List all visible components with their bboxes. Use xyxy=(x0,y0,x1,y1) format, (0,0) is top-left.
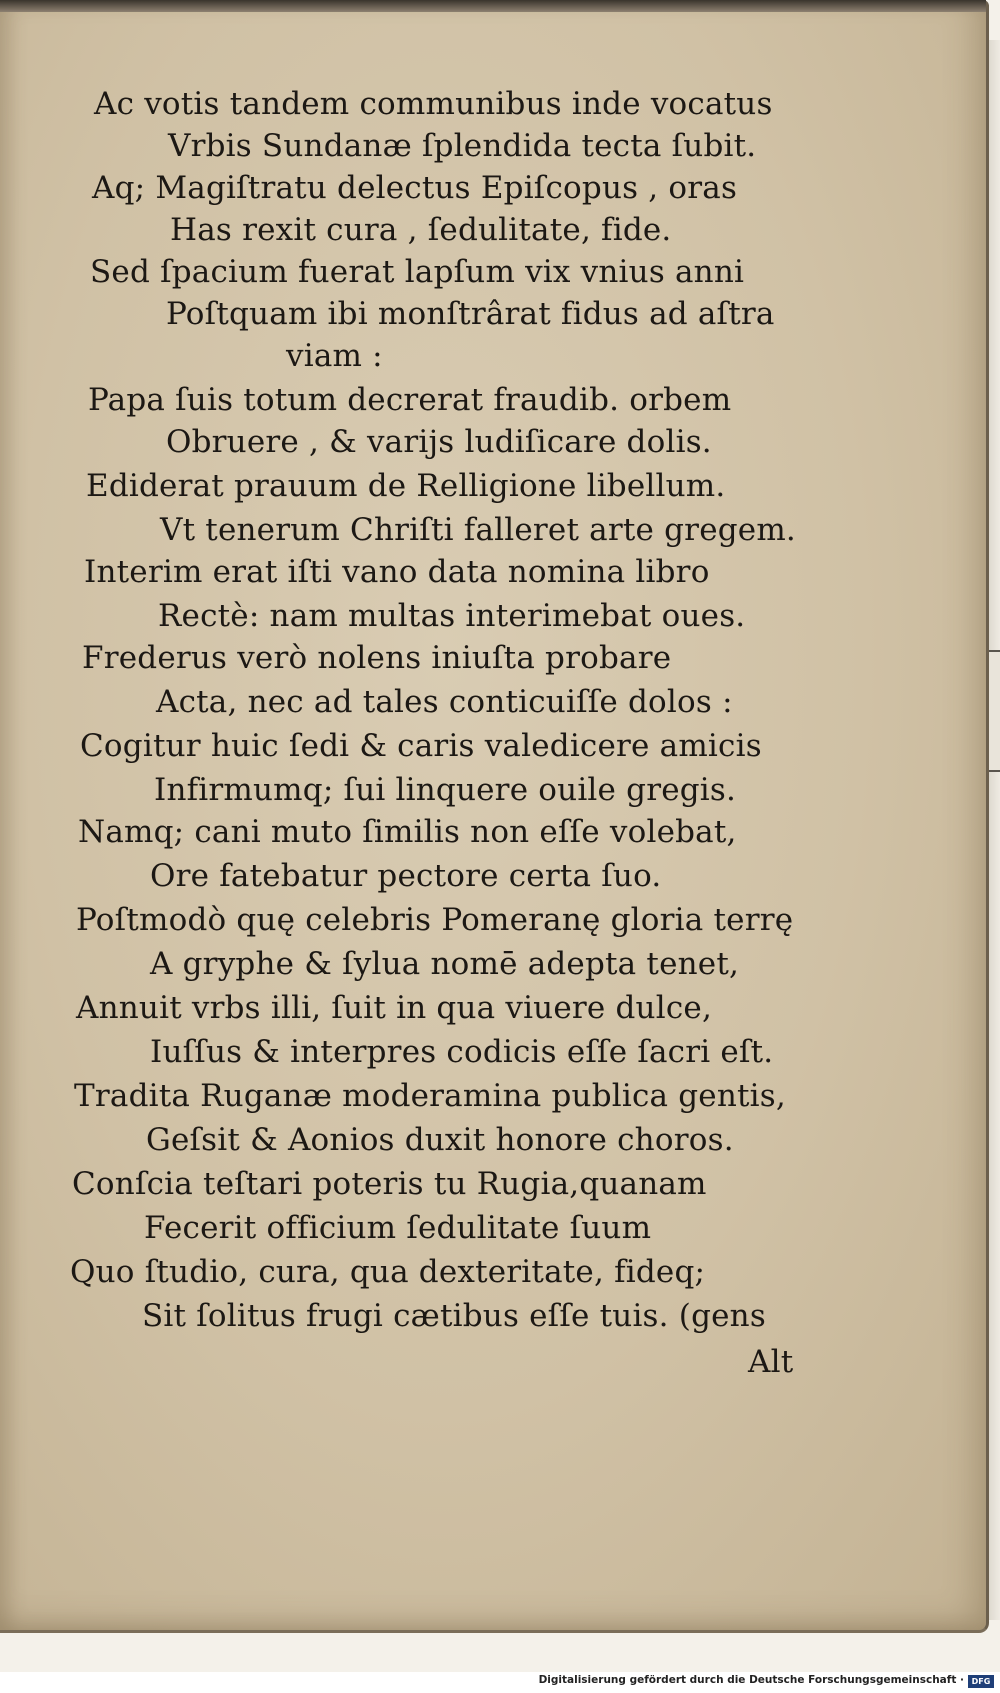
verse-line: Interim erat iſti vano data nomina libro xyxy=(84,554,710,590)
verse-line: Ac votis tandem communibus inde vocatus xyxy=(94,86,773,122)
verse-line: viam : xyxy=(286,338,383,374)
funding-credit: Digitalisierung gefördert durch die Deutsche Forschungsgemeinschaft · xyxy=(538,1674,964,1686)
verse-line: Quo ſtudio, cura, qua dexteritate, fideq; xyxy=(70,1254,706,1290)
verse-line: Obruere , & varijs ludiſicare dolis. xyxy=(166,424,712,460)
dfg-logo-icon: DFG xyxy=(968,1675,994,1688)
verse-line: Ore fatebatur pectore certa ſuo. xyxy=(150,858,662,894)
verse-line: Frederus verò nolens iniuſta probare xyxy=(82,640,672,676)
verse-line: Sit ſolitus frugi cætibus eſſe tuis. (gens xyxy=(142,1298,766,1334)
verse-line: Fecerit officium ſedulitate ſuum xyxy=(144,1210,652,1246)
verse-line: Acta, nec ad tales conticuiſſe dolos : xyxy=(156,684,733,720)
digitization-footer xyxy=(0,1672,1000,1693)
verse-line: Annuit vrbs illi, ſuit in qua viuere dulce, xyxy=(76,990,713,1026)
verse-line: Infirmumq; ſui linquere ouile gregis. xyxy=(154,772,737,808)
verse-line: Poſtmodò quę celebris Pomeranę gloria terrę xyxy=(76,902,794,938)
verse-line: Sed ſpacium fuerat lapſum vix vnius anni xyxy=(90,254,745,290)
verse-line: Tradita Ruganæ moderamina publica gentis, xyxy=(74,1078,786,1114)
page-top-edge xyxy=(0,0,986,12)
verse-line: A gryphe & ſylua nomē adepta tenet, xyxy=(150,946,740,982)
verse-line: Has rexit cura , ſedulitate, fide. xyxy=(170,212,672,248)
verse-line: Rectè: nam multas interimebat oues. xyxy=(158,598,746,634)
verse-line: Papa ſuis totum decrerat fraudib. orbem xyxy=(88,382,732,418)
verse-line: Conſcia teſtari poteris tu Rugia,quanam xyxy=(72,1166,707,1202)
verse-line: Cogitur huic ſedi & caris valedicere amicis xyxy=(80,728,762,764)
verse-line: Ediderat prauum de Relligione libellum. xyxy=(86,468,726,504)
verse-line: Vrbis Sundanæ ſplendida tecta ſubit. xyxy=(168,128,757,164)
verse-line: Iuſſus & interpres codicis eſſe ſacri eſt. xyxy=(150,1034,774,1070)
verse-line: Geſsit & Aonios duxit honore choros. xyxy=(146,1122,734,1158)
verse-line: Namq; cani muto ſimilis non eſſe volebat, xyxy=(78,814,737,850)
verse-line: Vt tenerum Chriſti falleret arte gregem. xyxy=(160,512,796,548)
verse-line: Poſtquam ibi monſtrârat fidus ad aſtra xyxy=(166,296,775,332)
verse-line: Aq; Magiſtratu delectus Epiſcopus , oras xyxy=(92,170,738,206)
catchword: Alt xyxy=(748,1344,794,1380)
